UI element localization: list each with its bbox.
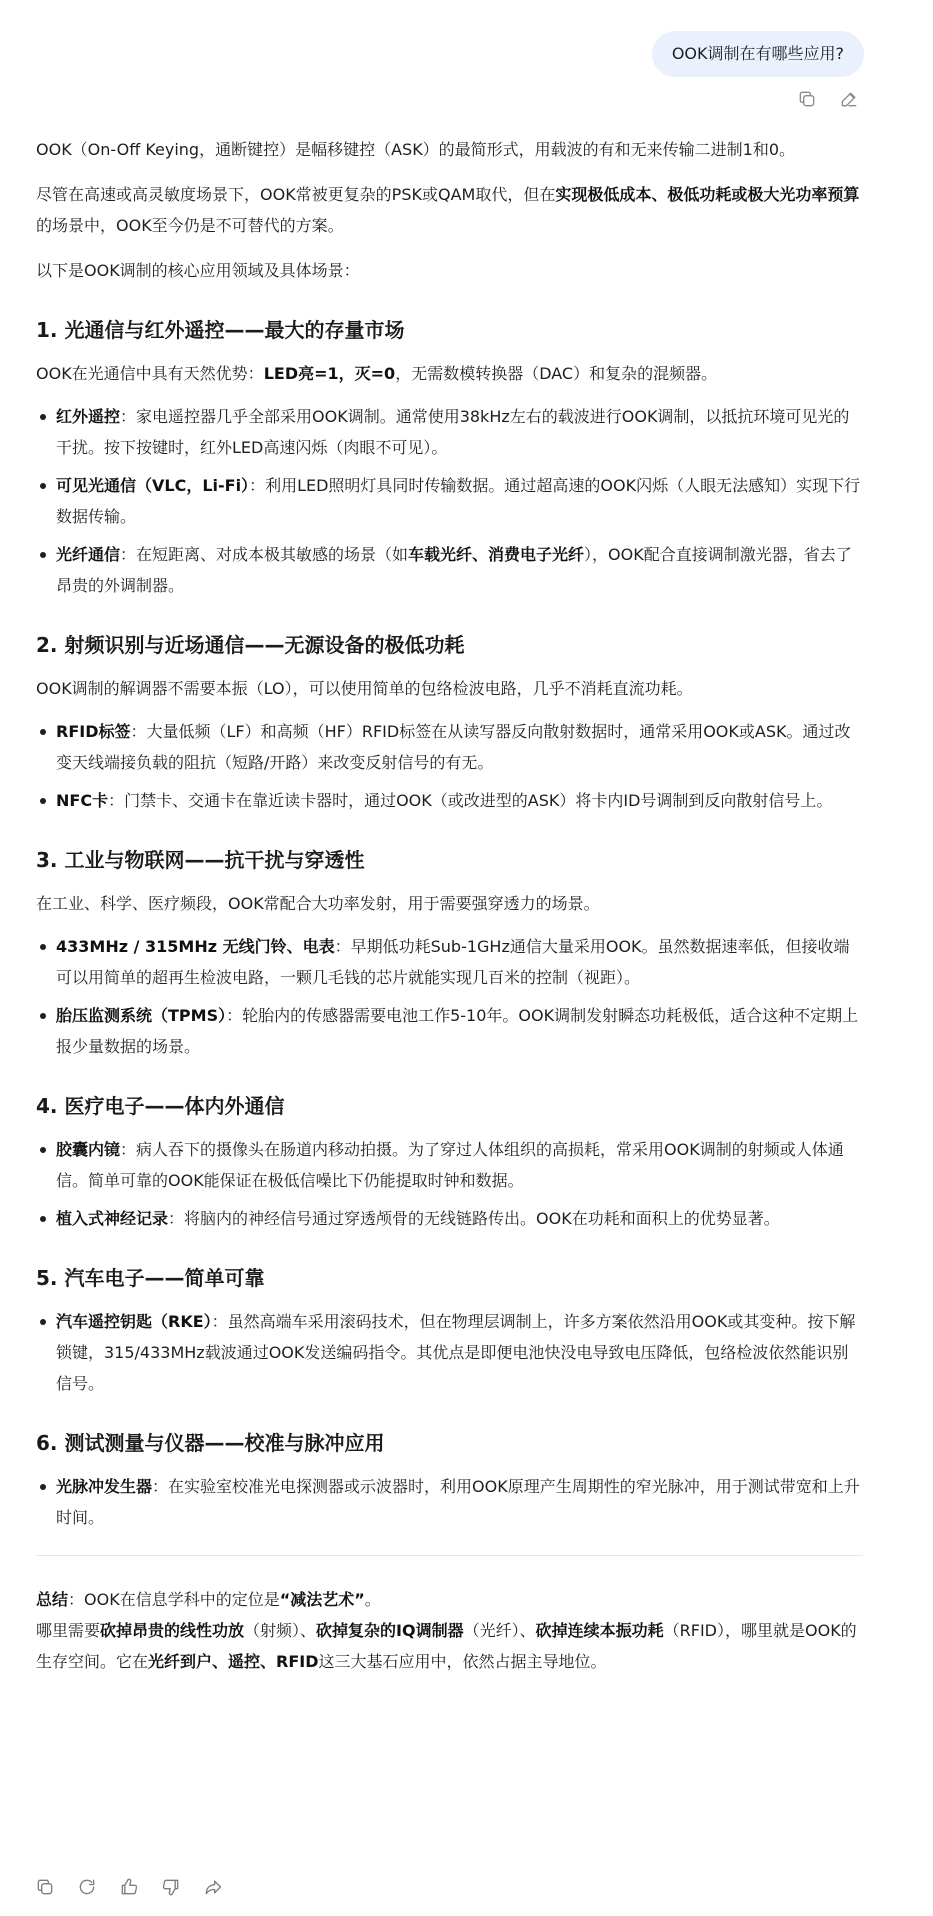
list-item: 433MHz / 315MHz 无线门铃、电表：早期低功耗Sub-1GHz通信大量采用OOK。虽然数据速率低，但接收端可以用简单的超再生检波电路，一颗几毛钱的芯片就能实现几百米的控制（视距）。 (36, 931, 863, 993)
intro-highlight: 实现极低成本、极低功耗或极大光功率预算 (555, 185, 860, 204)
list-item: RFID标签：大量低频（LF）和高频（HF）RFID标签在从读写器反向散射数据时，通常采用OOK或ASK。通过改变天线端接负载的阻抗（短路/开路）来改变反射信号的有无。 (36, 716, 863, 778)
user-message-row (652, 31, 864, 77)
section-list (36, 716, 863, 816)
list-item: 可见光通信（VLC，Li-Fi）：利用LED照明灯具同时传输数据。通过超高速的OOK闪烁（人眼无法感知）实现下行数据传输。 (36, 470, 863, 532)
share-icon[interactable] (202, 1876, 224, 1898)
section-list (36, 1471, 863, 1533)
summary-line-2: 哪里需要砍掉昂贵的线性功放（射频）、砍掉复杂的IQ调制器（光纤）、砍掉连续本振功耗（RFID），哪里就是OOK的生存空间。它在光纤到户、遥控、RFID这三大基石应用中，依然占据主导地位。 (36, 1621, 857, 1671)
section-list (36, 1306, 863, 1399)
list-item: 胎压监测系统（TPMS）：轮胎内的传感器需要电池工作5-10年。OOK调制发射瞬态功耗极低，适合这种不定期上报少量数据的场景。 (36, 1000, 863, 1062)
list-item: 光纤通信：在短距离、对成本极其敏感的场景（如车载光纤、消费电子光纤），OOK配合直接调制激光器，省去了昂贵的外调制器。 (36, 539, 863, 601)
thumbs-down-icon[interactable] (160, 1876, 182, 1898)
summary-label: 总结 (36, 1590, 69, 1609)
section-list (36, 401, 863, 601)
section-list (36, 1134, 863, 1234)
assistant-answer (36, 134, 863, 1677)
user-message-actions (796, 88, 860, 110)
section-heading: 1. 光通信与红外遥控——最大的存量市场 (36, 318, 405, 342)
edit-icon[interactable] (838, 88, 860, 110)
list-item: 汽车遥控钥匙（RKE）：虽然高端车采用滚码技术，但在物理层调制上，许多方案依然沿用OOK或其变种。按下解锁键，315/433MHz载波通过OOK发送编码指令。其优点是即便电池快没电导致电压降低，包络检波依然能识别信号。 (36, 1306, 863, 1399)
section-lead: OOK在光通信中具有天然优势：LED亮=1，灭=0，无需数模转换器（DAC）和复杂的混频器。 (36, 364, 718, 383)
user-message-bubble: OOK调制在有哪些应用? (652, 31, 864, 77)
regenerate-icon[interactable] (76, 1876, 98, 1898)
copy-icon[interactable] (796, 88, 818, 110)
list-item: 胶囊内镜：病人吞下的摄像头在肠道内移动拍摄。为了穿过人体组织的高损耗，常采用OOK调制的射频或人体通信。简单可靠的OOK能保证在极低信噪比下仍能提取时钟和数据。 (36, 1134, 863, 1196)
answer-actions (34, 1876, 224, 1898)
divider (36, 1555, 863, 1556)
section-lead: OOK调制的解调器不需要本振（LO），可以使用简单的包络检波电路，几乎不消耗直流功耗。 (36, 679, 693, 698)
section-list (36, 931, 863, 1062)
section-lead: 在工业、科学、医疗频段，OOK常配合大功率发射，用于需要强穿透力的场景。 (36, 894, 600, 913)
copy-icon[interactable] (34, 1876, 56, 1898)
list-item: NFC卡：门禁卡、交通卡在靠近读卡器时，通过OOK（或改进型的ASK）将卡内ID号调制到反向散射信号上。 (36, 785, 863, 816)
summary (36, 1584, 863, 1677)
list-item: 植入式神经记录：将脑内的神经信号通过穿透颅骨的无线链路传出。OOK在功耗和面积上的优势显著。 (36, 1203, 863, 1234)
summary-line-1: 总结：OOK在信息学科中的定位是“减法艺术”。 (36, 1590, 381, 1609)
thumbs-up-icon[interactable] (118, 1876, 140, 1898)
intro-paragraph-1: OOK（On-Off Keying，通断键控）是幅移键控（ASK）的最简形式，用载波的有和无来传输二进制1和0。 (36, 140, 796, 159)
intro-paragraph-2: 尽管在高速或高灵敏度场景下，OOK常被更复杂的PSK或QAM取代，但在实现极低成本、极低功耗或极大光功率预算的场景中，OOK至今仍是不可替代的方案。 (36, 185, 860, 235)
section-heading: 2. 射频识别与近场通信——无源设备的极低功耗 (36, 633, 465, 657)
intro-paragraph-3: 以下是OOK调制的核心应用领域及具体场景： (36, 261, 360, 280)
section-heading: 6. 测试测量与仪器——校准与脉冲应用 (36, 1431, 385, 1455)
section-heading: 5. 汽车电子——简单可靠 (36, 1266, 265, 1290)
list-item: 红外遥控：家电遥控器几乎全部采用OOK调制。通常使用38kHz左右的载波进行OOK调制，以抵抗环境可见光的干扰。按下按键时，红外LED高速闪烁（肉眼不可见）。 (36, 401, 863, 463)
list-item: 光脉冲发生器：在实验室校准光电探测器或示波器时，利用OOK原理产生周期性的窄光脉冲，用于测试带宽和上升时间。 (36, 1471, 863, 1533)
section-heading: 4. 医疗电子——体内外通信 (36, 1094, 285, 1118)
section-heading: 3. 工业与物联网——抗干扰与穿透性 (36, 848, 365, 872)
